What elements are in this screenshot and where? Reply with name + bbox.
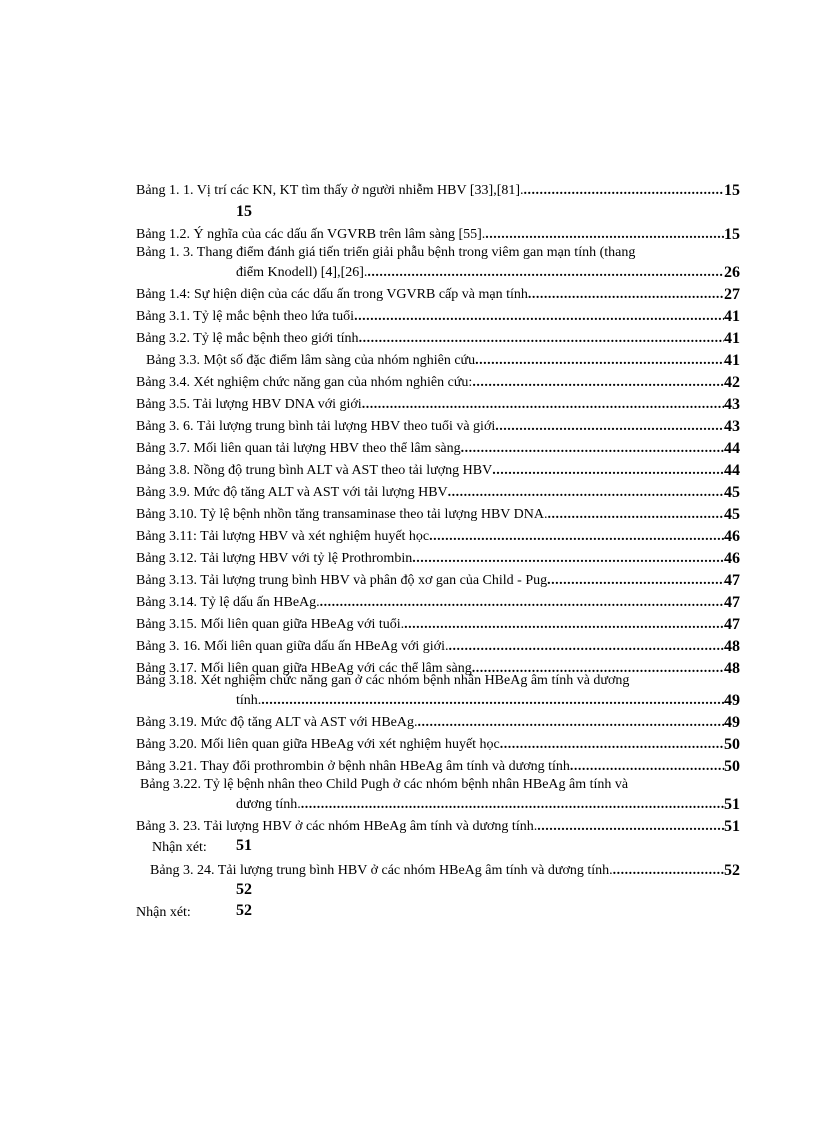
toc-dot-leader — [485, 226, 724, 244]
note-label: Nhận xét: — [152, 840, 207, 855]
toc-dot-leader — [537, 818, 724, 836]
toc-page-number: 43 — [724, 418, 740, 435]
note-label: Nhận xét: — [136, 905, 191, 920]
toc-page-number: 42 — [724, 374, 740, 391]
toc-page-number: 46 — [724, 528, 740, 545]
toc-entry[interactable] — [136, 372, 740, 392]
toc-entry-label: Bảng 3.13. Tải lượng trung bình HBV và phân độ xơ gan của Child - Pug — [136, 573, 548, 588]
toc-entry-label: Bảng 3.11: Tải lượng HBV và xét nghiệm huyết học — [136, 529, 430, 544]
toc-entry-label: Bảng 3. 16. Mối liên quan giữa dấu ấn HBeAg với giới. — [136, 639, 449, 654]
toc-page-number: 52 — [724, 862, 740, 879]
toc-dot-leader — [528, 286, 724, 304]
toc-dot-leader — [472, 374, 724, 392]
toc-entry-label: Bảng 3.3. Một số đặc điểm lâm sàng của nhóm nghiên cứu — [146, 353, 476, 368]
toc-entry-label: tính. — [236, 693, 262, 708]
toc-page-number: 51 — [724, 796, 740, 813]
toc-page-number: 41 — [724, 308, 740, 325]
toc-dot-leader — [547, 506, 724, 524]
toc-page-number: 15 — [724, 226, 740, 243]
toc-entry-label: Bảng 3.14. Tỷ lệ dấu ấn HBeAg. — [136, 595, 320, 610]
toc-page-number: 44 — [724, 462, 740, 479]
toc-entry-label: Bảng 1.4: Sự hiện diện của các dấu ấn trong VGVRB cấp và mạn tính — [136, 287, 528, 302]
toc-page-number: 45 — [724, 506, 740, 523]
toc-entry[interactable] — [150, 860, 740, 880]
toc-dot-leader — [495, 418, 724, 436]
toc-dot-leader — [404, 616, 724, 634]
toc-page-number: 44 — [724, 440, 740, 457]
toc-page-number: 47 — [724, 572, 740, 589]
toc-entry-label: Bảng 1. 3. Thang điểm đánh giá tiến triển giải phẫu bệnh trong viêm gan mạn tính (thang — [136, 245, 636, 260]
toc-entry[interactable] — [136, 816, 740, 836]
toc-dot-leader — [461, 440, 724, 458]
toc-page-number: 51 — [724, 818, 740, 835]
toc-entry-label: Bảng 3.15. Mối liên quan giữa HBeAg với tuổi. — [136, 617, 405, 632]
toc-page-number: 51 — [236, 837, 252, 854]
toc-entry-label: Bảng 3.9. Mức độ tăng ALT và AST với tải lượng HBV — [136, 485, 448, 500]
toc-entry[interactable] — [136, 328, 740, 348]
toc-entry[interactable] — [136, 570, 740, 590]
toc-dot-leader — [418, 714, 724, 732]
toc-dot-leader — [429, 528, 724, 546]
toc-entry[interactable] — [136, 712, 740, 732]
toc-dot-leader — [320, 594, 724, 612]
toc-entry-label: Bảng 3. 24. Tải lượng trung bình HBV ở các nhóm HBeAg âm tính và dương tính. — [150, 863, 613, 878]
toc-dot-leader — [500, 736, 724, 754]
toc-entry-label: dương tính. — [236, 797, 301, 812]
toc-page-number: 48 — [724, 660, 740, 677]
toc-entry-label: Bảng 3.8. Nồng độ trung bình ALT và AST theo tải lượng HBV — [136, 463, 493, 478]
toc-entry-label: Bảng 3.4. Xét nghiệm chức năng gan của nhóm nghiên cứu: — [136, 375, 473, 390]
toc-entry[interactable] — [136, 306, 740, 326]
toc-entry[interactable] — [136, 636, 740, 656]
toc-entry-label: Bảng 3.18. Xét nghiệm chức năng gan ở các nhóm bệnh nhân HBeAg âm tính và dương — [136, 673, 630, 688]
toc-entry[interactable] — [136, 482, 740, 502]
toc-page-number: 48 — [724, 638, 740, 655]
toc-entry[interactable] — [136, 416, 740, 436]
toc-entry[interactable] — [136, 180, 740, 200]
toc-entry[interactable] — [136, 756, 740, 776]
toc-entry-label: điểm Knodell) [4],[26]. — [236, 265, 368, 280]
toc-dot-leader — [547, 572, 724, 590]
toc-entry-label: Bảng 3.20. Mối liên quan giữa HBeAg với xét nghiệm huyết học — [136, 737, 500, 752]
toc-dot-leader — [524, 182, 724, 200]
toc-page-number: 15 — [724, 182, 740, 199]
toc-page-number: 49 — [724, 692, 740, 709]
toc-page-number: 41 — [724, 330, 740, 347]
toc-page-number: 49 — [724, 714, 740, 731]
toc-page-number: 50 — [724, 736, 740, 753]
toc-page-number: 15 — [236, 203, 252, 220]
toc-entry-label: Bảng 3.17. Mối liên quan giữa HBeAg với các thể lâm sàng — [136, 661, 472, 676]
toc-entry-label: Bảng 3.7. Mối liên quan tải lượng HBV theo thể lâm sàng — [136, 441, 461, 456]
toc-entry-label: Bảng 3.5. Tải lượng HBV DNA với giới — [136, 397, 362, 412]
toc-dot-leader — [359, 330, 724, 348]
toc-entry-label: Bảng 3.21. Thay đổi prothrombin ở bệnh nhân HBeAg âm tính và dương tính — [136, 759, 570, 774]
toc-dot-leader — [475, 352, 724, 370]
toc-entry[interactable] — [136, 504, 740, 524]
toc-entry[interactable] — [136, 526, 740, 546]
toc-dot-leader — [354, 308, 724, 326]
toc-entry-label: Bảng 3.1. Tỷ lệ mắc bệnh theo lứa tuổi — [136, 309, 355, 324]
toc-entry-label: Bảng 3.2. Tỷ lệ mắc bệnh theo giới tính — [136, 331, 359, 346]
toc-entry[interactable] — [136, 592, 740, 612]
toc-entry[interactable] — [236, 690, 740, 710]
toc-page-number: 26 — [724, 264, 740, 281]
toc-page-number: 50 — [724, 758, 740, 775]
toc-entry[interactable] — [236, 794, 740, 814]
toc-entry-label: Bảng 3.22. Tỷ lệ bệnh nhân theo Child Pugh ở các nhóm bệnh nhân HBeAg âm tính và — [140, 777, 629, 792]
toc-entry[interactable] — [146, 350, 740, 370]
toc-dot-leader — [613, 862, 724, 880]
toc-entry[interactable] — [136, 438, 740, 458]
toc-dot-leader — [570, 758, 724, 776]
toc-page-number: 41 — [724, 352, 740, 369]
toc-entry-label: Bảng 1. 1. Vị trí các KN, KT tìm thấy ở người nhiễm HBV [33],[81]. — [136, 183, 524, 198]
toc-entry-label: Bảng 3. 6. Tải lượng trung bình tải lượng HBV theo tuổi và giới — [136, 419, 496, 434]
toc-entry[interactable] — [136, 614, 740, 634]
toc-dot-leader — [448, 484, 724, 502]
toc-entry[interactable] — [236, 262, 740, 282]
toc-page-number: 45 — [724, 484, 740, 501]
toc-page-number: 47 — [724, 594, 740, 611]
toc-entry[interactable] — [136, 394, 740, 414]
toc-entry-label: Bảng 3.10. Tỷ lệ bệnh nhồn tăng transaminase theo tải lượng HBV DNA. — [136, 507, 548, 522]
toc-entry[interactable] — [136, 284, 740, 304]
toc-page-number: 47 — [724, 616, 740, 633]
toc-dot-leader — [261, 692, 724, 710]
toc-dot-leader — [367, 264, 724, 282]
toc-page-number: 27 — [724, 286, 740, 303]
toc-entry[interactable] — [136, 460, 740, 480]
toc-page-number: 52 — [236, 902, 252, 919]
toc-dot-leader — [412, 550, 724, 568]
toc-entry-label: Bảng 1.2. Ý nghĩa của các dấu ấn VGVRB trên lâm sàng [55]. — [136, 227, 486, 242]
toc-entry[interactable] — [136, 224, 740, 244]
toc-dot-leader — [448, 638, 724, 656]
toc-entry-label: Bảng 3.19. Mức độ tăng ALT và AST với HBeAg. — [136, 715, 418, 730]
toc-entry-label: Bảng 3.12. Tải lượng HBV với tỷ lệ Prothrombin — [136, 551, 413, 566]
toc-dot-leader — [301, 796, 724, 814]
toc-page-number: 46 — [724, 550, 740, 567]
toc-entry[interactable] — [136, 734, 740, 754]
toc-entry-label: Bảng 3. 23. Tải lượng HBV ở các nhóm HBeAg âm tính và dương tính. — [136, 819, 538, 834]
toc-entry[interactable] — [136, 548, 740, 568]
toc-page-number: 43 — [724, 396, 740, 413]
toc-dot-leader — [362, 396, 724, 414]
toc-page-number: 52 — [236, 881, 252, 898]
toc-dot-leader — [492, 462, 724, 480]
